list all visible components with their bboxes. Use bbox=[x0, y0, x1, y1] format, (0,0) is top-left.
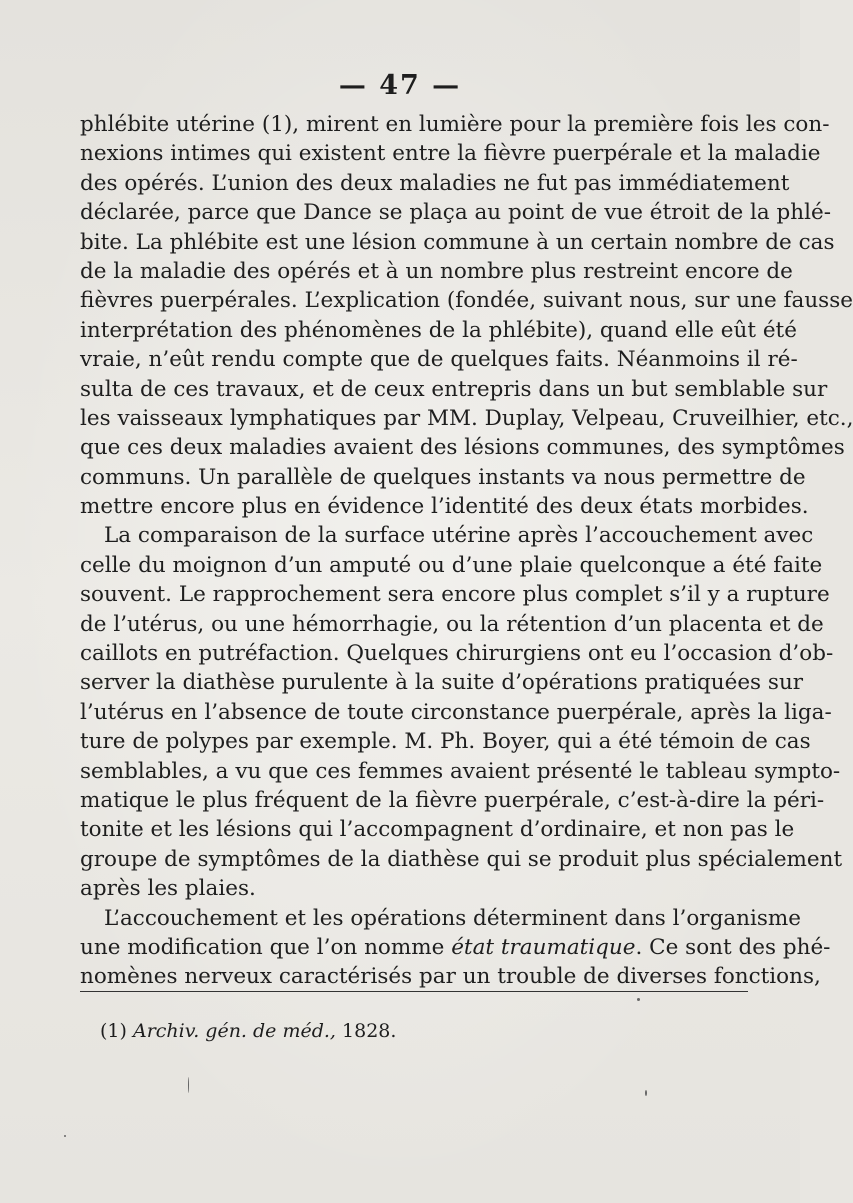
page-number: — 47 — bbox=[338, 70, 462, 101]
footnote-source: Archiv. gén. de méd., bbox=[132, 1020, 336, 1042]
text-line: La comparaison de la surface utérine après l’accouchement avec bbox=[104, 523, 814, 549]
text-line: celle du moignon d’un amputé ou d’une plaie quelconque a été faite bbox=[80, 552, 823, 578]
text-line: L’accouchement et les opérations déterminent dans l’organisme bbox=[104, 905, 802, 931]
ink-speck bbox=[188, 1077, 189, 1093]
footnote-year: 1828. bbox=[342, 1020, 397, 1042]
text-line bbox=[80, 933, 831, 962]
text-line: groupe de symptômes de la diathèse qui se produit plus spécialement bbox=[80, 846, 843, 872]
ink-speck bbox=[637, 998, 640, 1001]
body-text bbox=[80, 110, 853, 992]
footnote-marker: (1) bbox=[100, 1020, 127, 1042]
paragraph-2 bbox=[80, 521, 843, 903]
text-line: server la diathèse purulente à la suite d’opérations pratiquées sur bbox=[80, 670, 804, 696]
text-line: de la maladie des opérés et à un nombre plus restreint encore de bbox=[80, 258, 793, 284]
italic-term: état traumatique bbox=[451, 934, 636, 960]
text-line: interprétation des phénomènes de la phlébite), quand elle eût été bbox=[80, 317, 797, 343]
text-line: après les plaies. bbox=[80, 876, 256, 902]
text-line: phlébite utérine (1), mirent en lumière pour la première fois les con- bbox=[80, 112, 830, 137]
text-line: des opérés. L’union des deux maladies ne fut pas immédiatement bbox=[80, 170, 790, 196]
footnote-divider bbox=[80, 991, 748, 992]
text-line: l’utérus en l’absence de toute circonstance puerpérale, après la liga- bbox=[80, 699, 832, 725]
text-fragment: . Ce sont des phé- bbox=[635, 934, 831, 960]
text-line: nexions intimes qui existent entre la fièvre puerpérale et la maladie bbox=[80, 141, 821, 167]
ink-speck bbox=[645, 1090, 647, 1096]
paragraph-3 bbox=[80, 904, 831, 992]
footnote bbox=[100, 1020, 396, 1042]
text-line: de l’utérus, ou une hémorrhagie, ou la rétention d’un placenta et de bbox=[80, 611, 824, 637]
text-line: sulta de ces travaux, et de ceux entrepris dans un but semblable sur bbox=[80, 376, 828, 402]
text-line: que ces deux maladies avaient des lésions communes, des symptômes bbox=[80, 435, 845, 461]
text-line: nomènes nerveux caractérisés par un trouble de diverses fonctions, bbox=[80, 964, 821, 990]
text-line: fièvres puerpérales. L’explication (fondée, suivant nous, sur une fausse bbox=[80, 288, 853, 314]
text-line: ture de polypes par exemple. M. Ph. Boyer, qui a été témoin de cas bbox=[80, 729, 811, 755]
text-line: déclarée, parce que Dance se plaça au point de vue étroit de la phlé- bbox=[80, 200, 832, 226]
text-line: matique le plus fréquent de la fièvre puerpérale, c’est-à-dire la péri- bbox=[80, 787, 825, 813]
text-line: les vaisseaux lymphatiques par MM. Duplay, Velpeau, Cruveilhier, etc., bbox=[80, 405, 853, 431]
text-line: semblables, a vu que ces femmes avaient présenté le tableau sympto- bbox=[80, 758, 841, 784]
text-line: communs. Un parallèle de quelques instants va nous permettre de bbox=[80, 464, 806, 490]
ink-speck bbox=[64, 1135, 66, 1137]
text-line: souvent. Le rapprochement sera encore plus complet s’il y a rupture bbox=[80, 582, 830, 608]
text-line: mettre encore plus en évidence l’identité des deux états morbides. bbox=[80, 494, 809, 520]
text-line: caillots en putréfaction. Quelques chirurgiens ont eu l’occasion d’ob- bbox=[80, 641, 834, 667]
paragraph-1 bbox=[80, 110, 853, 521]
text-fragment: une modification que l’on nomme bbox=[80, 934, 452, 960]
text-line: bite. La phlébite est une lésion commune à un certain nombre de cas bbox=[80, 229, 835, 255]
text-line: vraie, n’eût rendu compte que de quelques faits. Néanmoins il ré- bbox=[80, 347, 798, 373]
text-line: tonite et les lésions qui l’accompagnent d’ordinaire, et non pas le bbox=[80, 817, 795, 843]
